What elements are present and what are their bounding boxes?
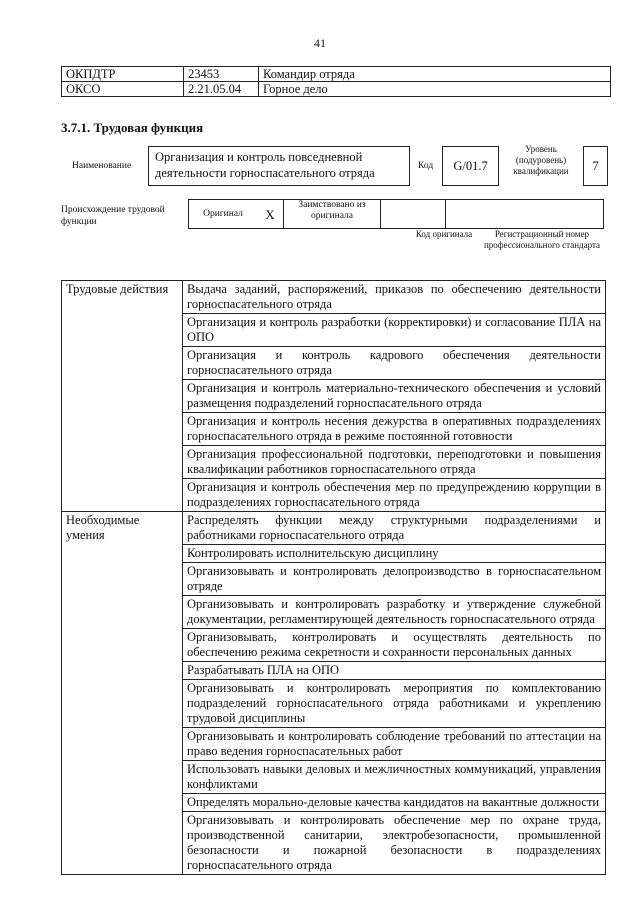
- code-value-cell: 23453: [184, 67, 259, 82]
- registration-number-cell: [446, 200, 604, 229]
- labor-function-table: [61, 280, 606, 875]
- list-item: Организовывать и контролировать соблюдение требований по аттестации на право ведения горноспасательных работ: [183, 728, 606, 761]
- code-description-cell: Горное дело: [259, 82, 611, 97]
- list-item: Организация и контроль обеспечения мер по предупреждению коррупции в подразделениях горноспасательного отряда: [183, 479, 606, 512]
- list-item: Контролировать исполнительскую дисциплину: [183, 545, 606, 563]
- section-title: 3.7.1. Трудовая функция: [61, 120, 204, 135]
- table-row: [62, 512, 606, 545]
- qualification-level-label: Уровень (подуровень) квалификации: [513, 144, 569, 176]
- code-label: Код: [418, 161, 434, 171]
- registration-number-label: Регистрационный номер профессионального стандарта: [483, 229, 601, 250]
- list-item: Организовывать, контролировать и осуществлять деятельность по обеспечению режима секретности и сохранности персональных данных: [183, 629, 606, 662]
- list-item: Использовать навыки деловых и межличностных коммуникаций, управления конфликтами: [183, 761, 606, 794]
- origin-row: [189, 200, 604, 229]
- list-item: Разрабатывать ПЛА на ОПО: [183, 662, 606, 680]
- list-item: Организовывать и контролировать мероприятия по комплектованию подразделений горноспасательного отряда работниками и укреплению трудовой дисциплины: [183, 680, 606, 728]
- table-row: [62, 281, 606, 314]
- code-name-cell: ОКСО: [62, 82, 184, 97]
- origin-table: [188, 199, 604, 229]
- original-mark: X: [257, 200, 284, 229]
- list-item: Организация профессиональной подготовки, переподготовки и повышения квалификации работников горноспасательного отряда: [183, 446, 606, 479]
- category-labor-actions: Трудовые действия: [62, 281, 183, 512]
- classification-codes-table: [61, 66, 611, 97]
- code-description-cell: Командир отряда: [259, 67, 611, 82]
- qualification-level-box: 7: [583, 146, 608, 186]
- name-label: Наименование: [72, 161, 132, 171]
- category-required-skills: Необходимые умения: [62, 512, 183, 875]
- list-item: Определять морально-деловые качества кандидатов на вакантные должности: [183, 794, 606, 812]
- code-row: [62, 82, 611, 97]
- original-label: Оригинал: [189, 200, 258, 229]
- list-item: Организовывать и контролировать обеспечение мер по охране труда, производственной санитарии, электробезопасности, промышленной безопасности и пожарной безопасности в подразделениях горноспасательного отряда: [183, 812, 606, 875]
- origin-label: Происхождение трудовой функции: [61, 205, 165, 227]
- list-item: Организация и контроль разработки (корректировки) и согласование ПЛА на ОПО: [183, 314, 606, 347]
- list-item: Организовывать и контролировать разработку и утверждение служебной документации, регламентирующей деятельность горноспасательного отряда: [183, 596, 606, 629]
- list-item: Организация и контроль кадрового обеспечения деятельности горноспасательного отряда: [183, 347, 606, 380]
- function-code-box: G/01.7: [442, 146, 499, 186]
- borrowed-label: Заимствовано из оригинала: [284, 200, 381, 229]
- page-number: 41: [314, 36, 326, 50]
- code-name-cell: ОКПДТР: [62, 67, 184, 82]
- list-item: Организация и контроль несения дежурства в оперативных подразделениях горноспасательного отряда в режиме постоянной готовности: [183, 413, 606, 446]
- code-row: [62, 67, 611, 82]
- list-item: Выдача заданий, распоряжений, приказов по обеспечению деятельности горноспасательного отряда: [183, 281, 606, 314]
- list-item: Организация и контроль материально-технического обеспечения и условий размещения подразделений горноспасательного отряда: [183, 380, 606, 413]
- original-code-cell: [381, 200, 446, 229]
- original-code-label: Код оригинала: [415, 229, 473, 239]
- list-item: Распределять функции между структурными подразделениями и работниками горноспасательного отряда: [183, 512, 606, 545]
- code-value-cell: 2.21.05.04: [184, 82, 259, 97]
- list-item: Организовывать и контролировать делопроизводство в горноспасательном отряде: [183, 563, 606, 596]
- function-name-box: Организация и контроль повседневной деятельности горноспасательного отряда: [148, 146, 410, 186]
